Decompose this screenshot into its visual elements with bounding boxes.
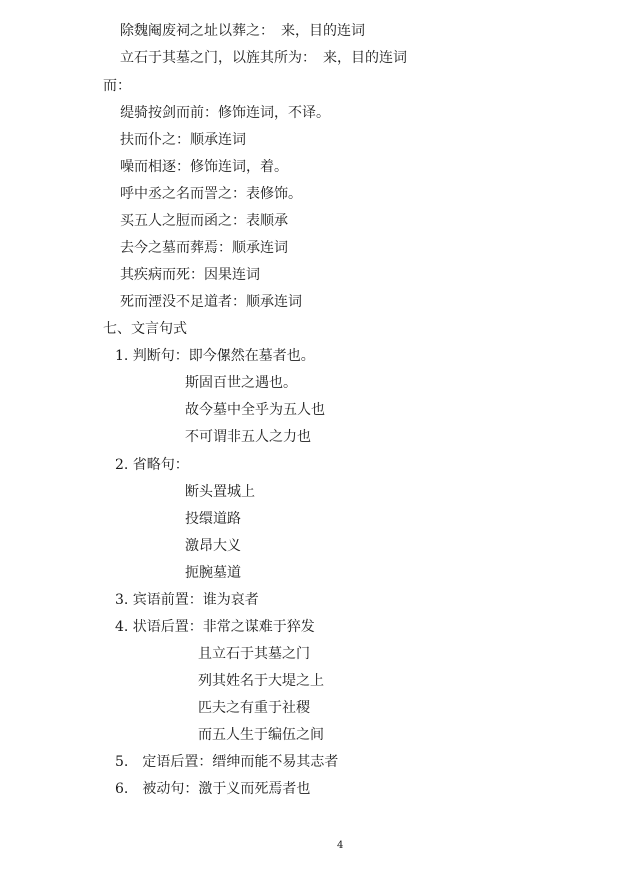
text-line: 匹夫之有重于社稷 <box>198 700 310 716</box>
text-line: 斯固百世之遇也。 <box>185 375 297 391</box>
text-line: 死而湮没不足道者：顺承连词 <box>120 294 302 310</box>
text-line: 列其姓名于大堤之上 <box>198 673 324 689</box>
text-line: 断头置城上 <box>185 484 255 500</box>
text-line: 2. 省略句： <box>115 457 189 473</box>
text-line: 扼腕墓道 <box>185 565 241 581</box>
text-line: 缇骑按剑而前：修饰连词，不译。 <box>120 105 330 121</box>
text-line: 1. 判断句：即今傫然在墓者也。 <box>115 348 315 364</box>
text-line: 买五人之脰而函之：表顺承 <box>120 213 288 229</box>
page-number: 4 <box>337 840 344 851</box>
text-line: 去今之墓而葬焉：顺承连词 <box>120 240 288 256</box>
text-line: 而五人生于编伍之间 <box>198 727 324 743</box>
text-line: 除魏阉废祠之址以葬之： 来，目的连词 <box>120 23 365 39</box>
section-heading: 七、文言句式 <box>103 321 187 337</box>
text-line: 激昂大义 <box>185 538 241 554</box>
text-line: 投缳道路 <box>185 511 241 527</box>
text-line: 5. 定语后置：缙绅而能不易其志者 <box>115 754 339 770</box>
text-line: 其疾病而死：因果连词 <box>120 267 260 283</box>
section-label: 而： <box>103 78 131 94</box>
text-line: 故今墓中全乎为五人也 <box>185 402 325 418</box>
text-line: 6. 被动句：激于义而死焉者也 <box>115 781 311 797</box>
text-line: 立石于其墓之门，以旌其所为： 来，目的连词 <box>120 50 407 66</box>
text-line: 3. 宾语前置：谁为哀者 <box>115 592 259 608</box>
text-line: 扶而仆之：顺承连词 <box>120 132 246 148</box>
text-line: 4. 状语后置：非常之谋难于猝发 <box>115 619 315 635</box>
text-line: 噪而相逐：修饰连词，着。 <box>120 159 288 175</box>
text-line: 不可谓非五人之力也 <box>185 429 311 445</box>
text-line: 且立石于其墓之门 <box>198 646 310 662</box>
text-line: 呼中丞之名而詈之：表修饰。 <box>120 186 302 202</box>
